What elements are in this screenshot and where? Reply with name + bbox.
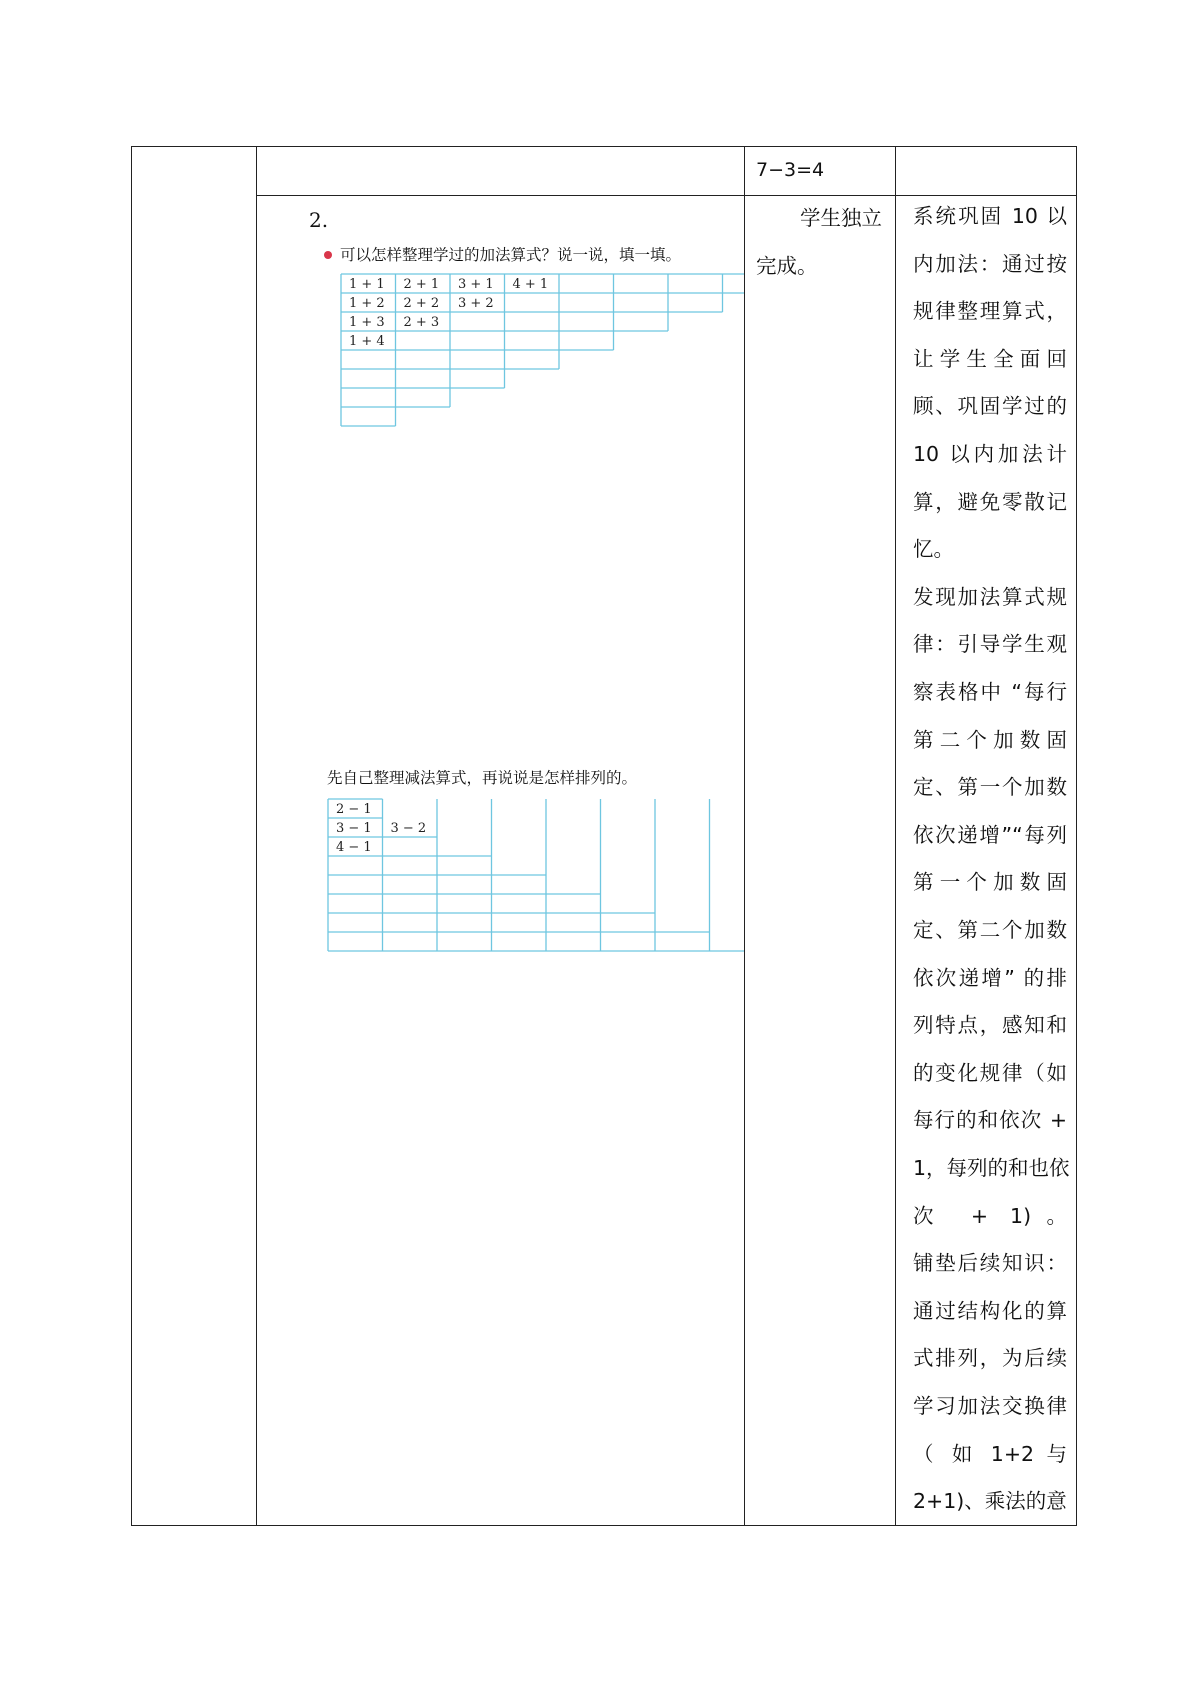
design-intent-line: 1，每列的和也依 xyxy=(913,1156,1070,1180)
row1-col3-text: 7−3=4 xyxy=(756,159,825,181)
addition-cell: 3 + 1 xyxy=(458,277,494,292)
design-intent-line: 察表格中 “每行 xyxy=(913,680,1067,704)
addition-cell: 2 + 1 xyxy=(403,277,440,292)
addition-cell: 2 + 2 xyxy=(403,296,440,311)
student-activity-line-1: 学生独立 xyxy=(800,206,882,230)
design-intent-line: 第一个加数固 xyxy=(913,870,1067,895)
item-number: 2. xyxy=(309,208,329,232)
design-intent-line: 列特点，感知和 xyxy=(913,1013,1067,1038)
addition-cell: 2 + 3 xyxy=(403,315,440,330)
design-intent-line: 次 + 1)。 xyxy=(913,1203,1067,1228)
design-intent-line: 发现加法算式规 xyxy=(913,584,1067,609)
design-intent-line: 铺垫后续知识： xyxy=(913,1251,1067,1276)
subtraction-cell: 3 − 1 xyxy=(336,821,372,836)
subtraction-cell: 3 − 2 xyxy=(390,821,427,836)
design-intent-line: 第二个加数固 xyxy=(913,727,1067,752)
design-intent-line: 定、第二个加数 xyxy=(913,918,1067,942)
design-intent-line: 通过结构化的算 xyxy=(913,1298,1067,1323)
design-intent-line: 律：引导学生观 xyxy=(913,632,1067,657)
design-intent-line: 定、第一个加数 xyxy=(913,775,1067,800)
design-intent-line: （ 如 1+2 与 xyxy=(913,1441,1067,1466)
design-intent-line: 学习加法交换律 xyxy=(913,1394,1067,1418)
design-intent-line: 让学生全面回 xyxy=(913,346,1067,371)
design-intent-line: 忆。 xyxy=(913,537,954,562)
design-intent-line: 依次递增”“每列 xyxy=(913,822,1067,847)
addition-cell: 1 + 2 xyxy=(349,296,385,311)
addition-prompt: 可以怎样整理学过的加法算式？说一说，填一填。 xyxy=(340,246,682,264)
design-intent-line: 每行的和依次 + xyxy=(913,1108,1067,1133)
addition-cell: 1 + 3 xyxy=(349,315,385,330)
design-intent-line: 2+1)、乘法的意 xyxy=(913,1489,1067,1514)
subtraction-prompt: 先自己整理减法算式，再说说是怎样排列的。 xyxy=(327,769,638,787)
addition-cell: 1 + 4 xyxy=(349,334,385,349)
addition-cell: 4 + 1 xyxy=(512,277,549,292)
design-intent-line: 依次递增” 的排 xyxy=(913,965,1067,990)
design-intent-line: 顾、巩固学过的 xyxy=(913,394,1067,419)
design-intent-line: 算，避免零散记 xyxy=(913,489,1067,514)
design-intent-line: 10 以内加法计 xyxy=(913,442,1067,466)
design-intent-line: 系统巩固 10 以 xyxy=(913,204,1067,228)
subtraction-cell: 2 − 1 xyxy=(336,802,372,817)
design-intent-line: 内加法：通过按 xyxy=(913,251,1067,276)
student-activity-line-2: 完成。 xyxy=(756,254,818,278)
design-intent-line: 的变化规律（如 xyxy=(913,1060,1067,1085)
addition-cell: 1 + 1 xyxy=(349,277,385,292)
addition-cell: 3 + 2 xyxy=(458,296,494,311)
design-intent-line: 规律整理算式， xyxy=(913,299,1067,324)
subtraction-cell: 4 − 1 xyxy=(336,840,372,855)
design-intent-line: 式排列，为后续 xyxy=(913,1346,1067,1371)
